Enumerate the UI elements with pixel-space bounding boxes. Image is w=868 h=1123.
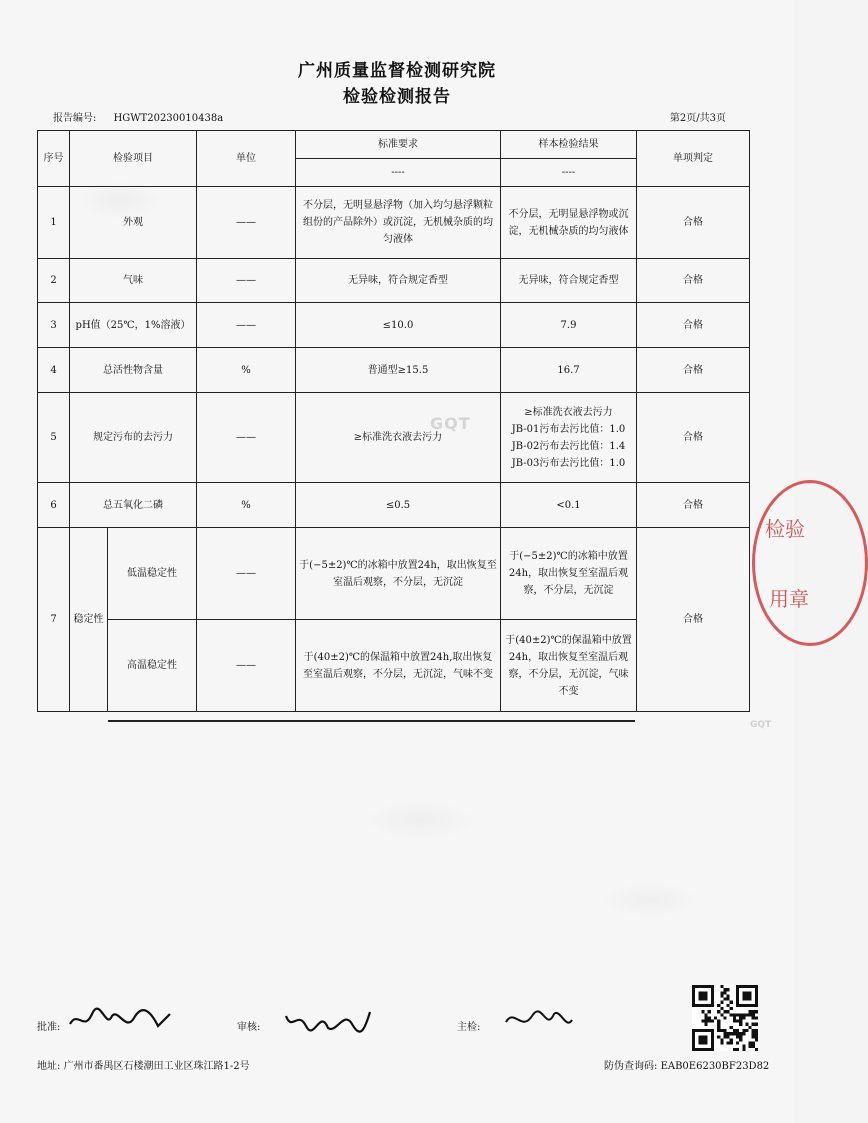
row-unit: % bbox=[197, 348, 296, 393]
review-signature bbox=[282, 1004, 374, 1036]
row-standard: ≥标准洗衣液去污力 bbox=[296, 393, 501, 483]
table-row bbox=[38, 259, 750, 303]
row-seq: 2 bbox=[38, 259, 70, 303]
row-unit: —— bbox=[197, 303, 296, 348]
header-judgment: 单项判定 bbox=[637, 131, 750, 187]
row-unit: —— bbox=[197, 259, 296, 303]
address-label: 地址: bbox=[37, 1061, 61, 1072]
result-line: JB-02污布去污比值：1.4 bbox=[511, 440, 626, 452]
row-item: 气味 bbox=[70, 259, 197, 303]
end-of-table-line bbox=[108, 720, 635, 722]
row-result: 无异味，符合规定香型 bbox=[501, 259, 637, 303]
address bbox=[37, 1057, 250, 1072]
report-number bbox=[53, 109, 223, 124]
row-unit: —— bbox=[197, 187, 296, 259]
row-seq: 4 bbox=[38, 348, 70, 393]
seal-text: 检验 bbox=[765, 517, 805, 541]
row-result: 不分层，无明显悬浮物或沉淀，无机械杂质的均匀液体 bbox=[501, 187, 637, 259]
row-seq: 3 bbox=[38, 303, 70, 348]
anti-fake-value: EAB0E6230BF23D82 bbox=[660, 1061, 770, 1072]
row-result: <0.1 bbox=[501, 483, 637, 528]
address-value: 广州市番禺区石楼潮田工业区珠江路1-2号 bbox=[63, 1061, 250, 1072]
official-seal bbox=[752, 480, 868, 646]
row-judgment: 合格 bbox=[637, 187, 750, 259]
row-result: 16.7 bbox=[501, 348, 637, 393]
row-standard: 于(40±2)℃的保温箱中放置24h,取出恢复至室温后观察，不分层，无沉淀，气味不变 bbox=[296, 620, 501, 712]
row-item: 外观 bbox=[70, 187, 197, 259]
header-unit: 单位 bbox=[197, 131, 296, 187]
row-unit: % bbox=[197, 483, 296, 528]
result-line: ≥标准洗衣液去污力 bbox=[524, 406, 613, 418]
approve-label: 批准: bbox=[37, 1022, 61, 1033]
row-result bbox=[501, 393, 637, 483]
page-indicator: 第2页/共3页 bbox=[669, 113, 726, 124]
row-unit: —— bbox=[197, 620, 296, 712]
table-row bbox=[38, 303, 750, 348]
review-label: 审核: bbox=[237, 1022, 261, 1033]
row-standard: ≤0.5 bbox=[296, 483, 501, 528]
header-result: 样本检验结果 bbox=[501, 131, 637, 159]
row-standard: 普通型≥15.5 bbox=[296, 348, 501, 393]
result-line: JB-03污布去污比值：1.0 bbox=[511, 457, 626, 469]
table-row bbox=[38, 187, 750, 259]
report-title: 检验检测报告 bbox=[343, 87, 451, 107]
header-standard-sub: ---- bbox=[296, 159, 501, 187]
table-row bbox=[38, 348, 750, 393]
row-judgment: 合格 bbox=[637, 393, 750, 483]
header-seq: 序号 bbox=[38, 131, 70, 187]
header-standard: 标准要求 bbox=[296, 131, 501, 159]
row-standard: 于(−5±2)℃的冰箱中放置24h，取出恢复至室温后观察，不分层，无沉淀 bbox=[296, 528, 501, 620]
row-result: 于(40±2)℃的保温箱中放置24h，取出恢复至室温后观察，不分层，无沉淀，气味不变 bbox=[501, 620, 637, 712]
row-seq: 6 bbox=[38, 483, 70, 528]
row-item: 低温稳定性 bbox=[108, 528, 197, 620]
row-item: 总五氧化二磷 bbox=[70, 483, 197, 528]
row-group: 稳定性 bbox=[70, 528, 108, 712]
row-judgment: 合格 bbox=[637, 483, 750, 528]
table-row bbox=[38, 483, 750, 528]
row-result: 7.9 bbox=[501, 303, 637, 348]
row-unit: —— bbox=[197, 393, 296, 483]
seal-text: 用章 bbox=[769, 587, 809, 611]
header-result-sub: ---- bbox=[501, 159, 637, 187]
row-seq: 7 bbox=[38, 528, 70, 712]
row-standard: 无异味，符合规定香型 bbox=[296, 259, 501, 303]
institute-title: 广州质量监督检测研究院 bbox=[298, 61, 496, 81]
row-seq: 5 bbox=[38, 393, 70, 483]
inspector-signature bbox=[502, 1004, 576, 1036]
row-unit: —— bbox=[197, 528, 296, 620]
inspector-label: 主检: bbox=[457, 1022, 481, 1033]
row-item: 高温稳定性 bbox=[108, 620, 197, 712]
row-standard: ≤10.0 bbox=[296, 303, 501, 348]
header-item: 检验项目 bbox=[70, 131, 197, 187]
anti-fake-code bbox=[604, 1057, 769, 1072]
row-result: 于(−5±2)℃的冰箱中放置24h，取出恢复至室温后观察，不分层，无沉淀 bbox=[501, 528, 637, 620]
gqt-watermark-small: GQT bbox=[750, 720, 772, 730]
row-item: pH值（25℃，1%溶液） bbox=[70, 303, 197, 348]
row-item: 总活性物含量 bbox=[70, 348, 197, 393]
anti-fake-label: 防伪查询码: bbox=[604, 1061, 658, 1072]
row-judgment: 合格 bbox=[637, 528, 750, 712]
approve-signature bbox=[66, 1004, 174, 1036]
row-judgment: 合格 bbox=[637, 348, 750, 393]
result-line: JB-01污布去污比值：1.0 bbox=[511, 423, 626, 435]
table-row bbox=[38, 393, 750, 483]
table-row bbox=[38, 528, 750, 620]
report-number-value: HGWT20230010438a bbox=[113, 113, 224, 124]
inspection-table bbox=[37, 130, 750, 712]
row-seq: 1 bbox=[38, 187, 70, 259]
qr-code[interactable] bbox=[692, 985, 758, 1051]
row-standard: 不分层，无明显悬浮物（加入均匀悬浮颗粒组份的产品除外）或沉淀，无机械杂质的均匀液体 bbox=[296, 187, 501, 259]
row-judgment: 合格 bbox=[637, 303, 750, 348]
row-judgment: 合格 bbox=[637, 259, 750, 303]
report-number-label: 报告编号: bbox=[53, 113, 97, 124]
gqt-watermark: GQT bbox=[430, 414, 471, 433]
row-item: 规定污布的去污力 bbox=[70, 393, 197, 483]
